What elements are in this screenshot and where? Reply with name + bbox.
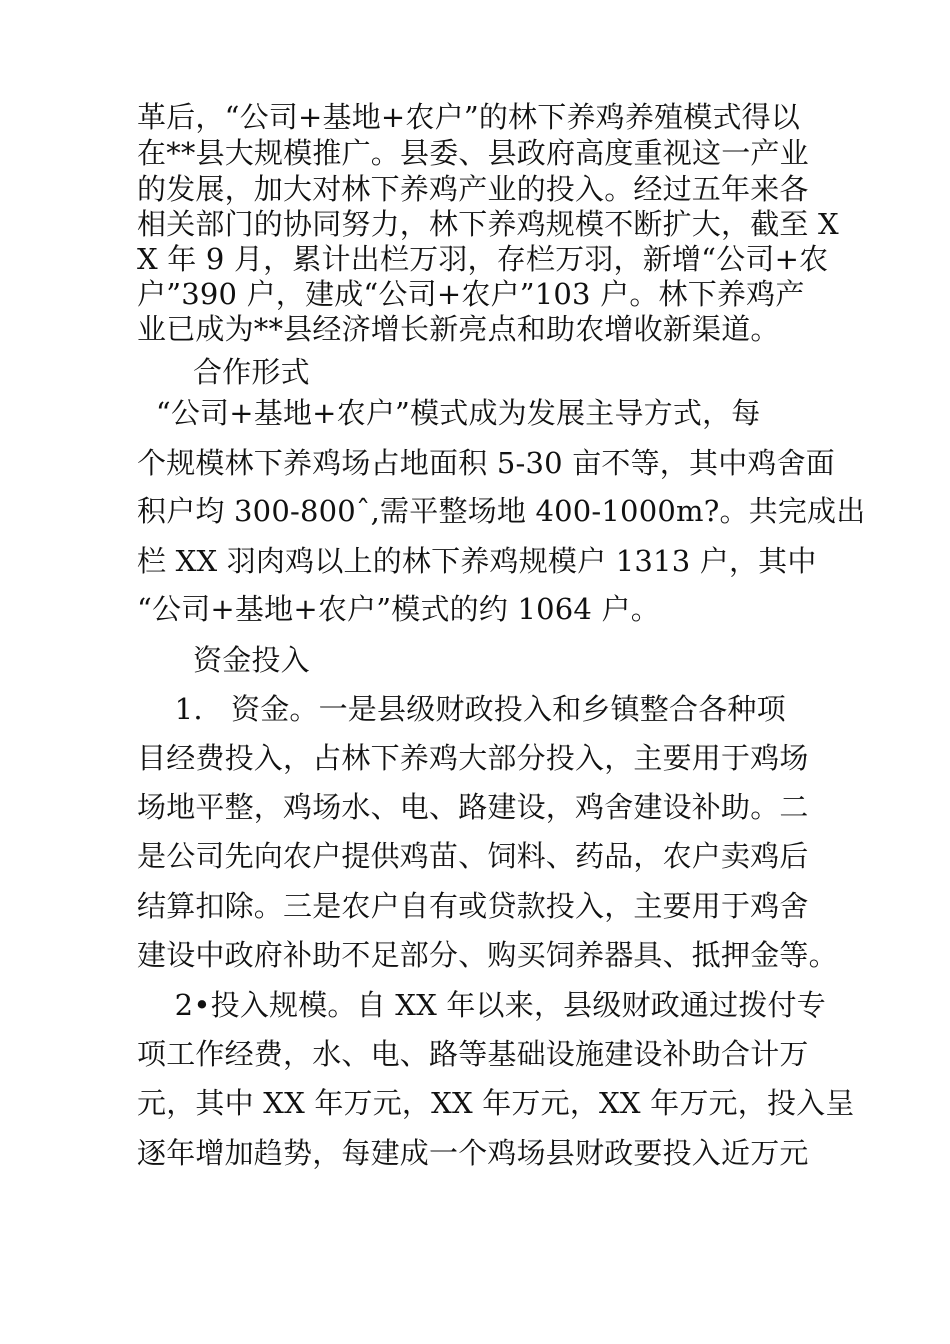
text-line: 结算扣除。三是农户自有或贷款投入，主要用于鸡舍: [137, 889, 809, 923]
text-line: 相关部门的协同努力，林下养鸡规模不断扩大，截至 X: [137, 207, 839, 241]
text-line: 栏 XX 羽肉鸡以上的林下养鸡规模户 1313 户，其中: [137, 544, 817, 578]
text-line: 的发展，加大对林下养鸡产业的投入。经过五年来各: [137, 172, 809, 206]
text-line: 建设中政府补助不足部分、购买饲养器具、抵押金等。: [137, 938, 838, 972]
text-line: 逐年增加趋势，每建成一个鸡场县财政要投入近万元: [137, 1136, 809, 1170]
text-line: 革后，“公司+基地+农户”的林下养鸡养殖模式得以: [137, 100, 801, 134]
text-line: 个规模林下养鸡场占地面积 5-30 亩不等，其中鸡舍面: [137, 446, 835, 480]
section-heading-funding: 资金投入: [193, 643, 310, 677]
text-line: 项工作经费，水、电、路等基础设施建设补助合计万: [137, 1037, 809, 1071]
section-heading-cooperation: 合作形式: [193, 355, 310, 389]
text-line: 1. 资金。一是县级财政投入和乡镇整合各种项: [137, 692, 786, 726]
text-line: 在**县大规模推广。县委、县政府高度重视这一产业: [137, 136, 809, 170]
text-line: 户”390 户，建成“公司+农户”103 户。林下养鸡产: [137, 277, 805, 311]
text-line: 场地平整，鸡场水、电、路建设，鸡舍建设补助。二: [137, 790, 809, 824]
text-line: 是公司先向农户提供鸡苗、饲料、药品，农户卖鸡后: [137, 839, 809, 873]
text-line: “公司+基地+农户”模式的约 1064 户。: [137, 592, 660, 626]
text-line: 目经费投入，占林下养鸡大部分投入，主要用于鸡场: [137, 741, 809, 775]
text-line: X 年 9 月，累计出栏万羽，存栏万羽，新增“公司+农: [137, 242, 829, 276]
text-line: 业已成为**县经济增长新亮点和助农增收新渠道。: [137, 312, 780, 346]
text-line: 元，其中 XX 年万元，XX 年万元，XX 年万元，投入呈: [137, 1086, 855, 1120]
text-line: 2•投入规模。自 XX 年以来，县级财政通过拨付专: [137, 988, 826, 1022]
text-line: “公司+基地+农户”模式成为发展主导方式，每: [137, 396, 761, 430]
text-line: 积户均 300-800ˆ,需平整场地 400-1000m?。共完成出: [137, 494, 866, 528]
